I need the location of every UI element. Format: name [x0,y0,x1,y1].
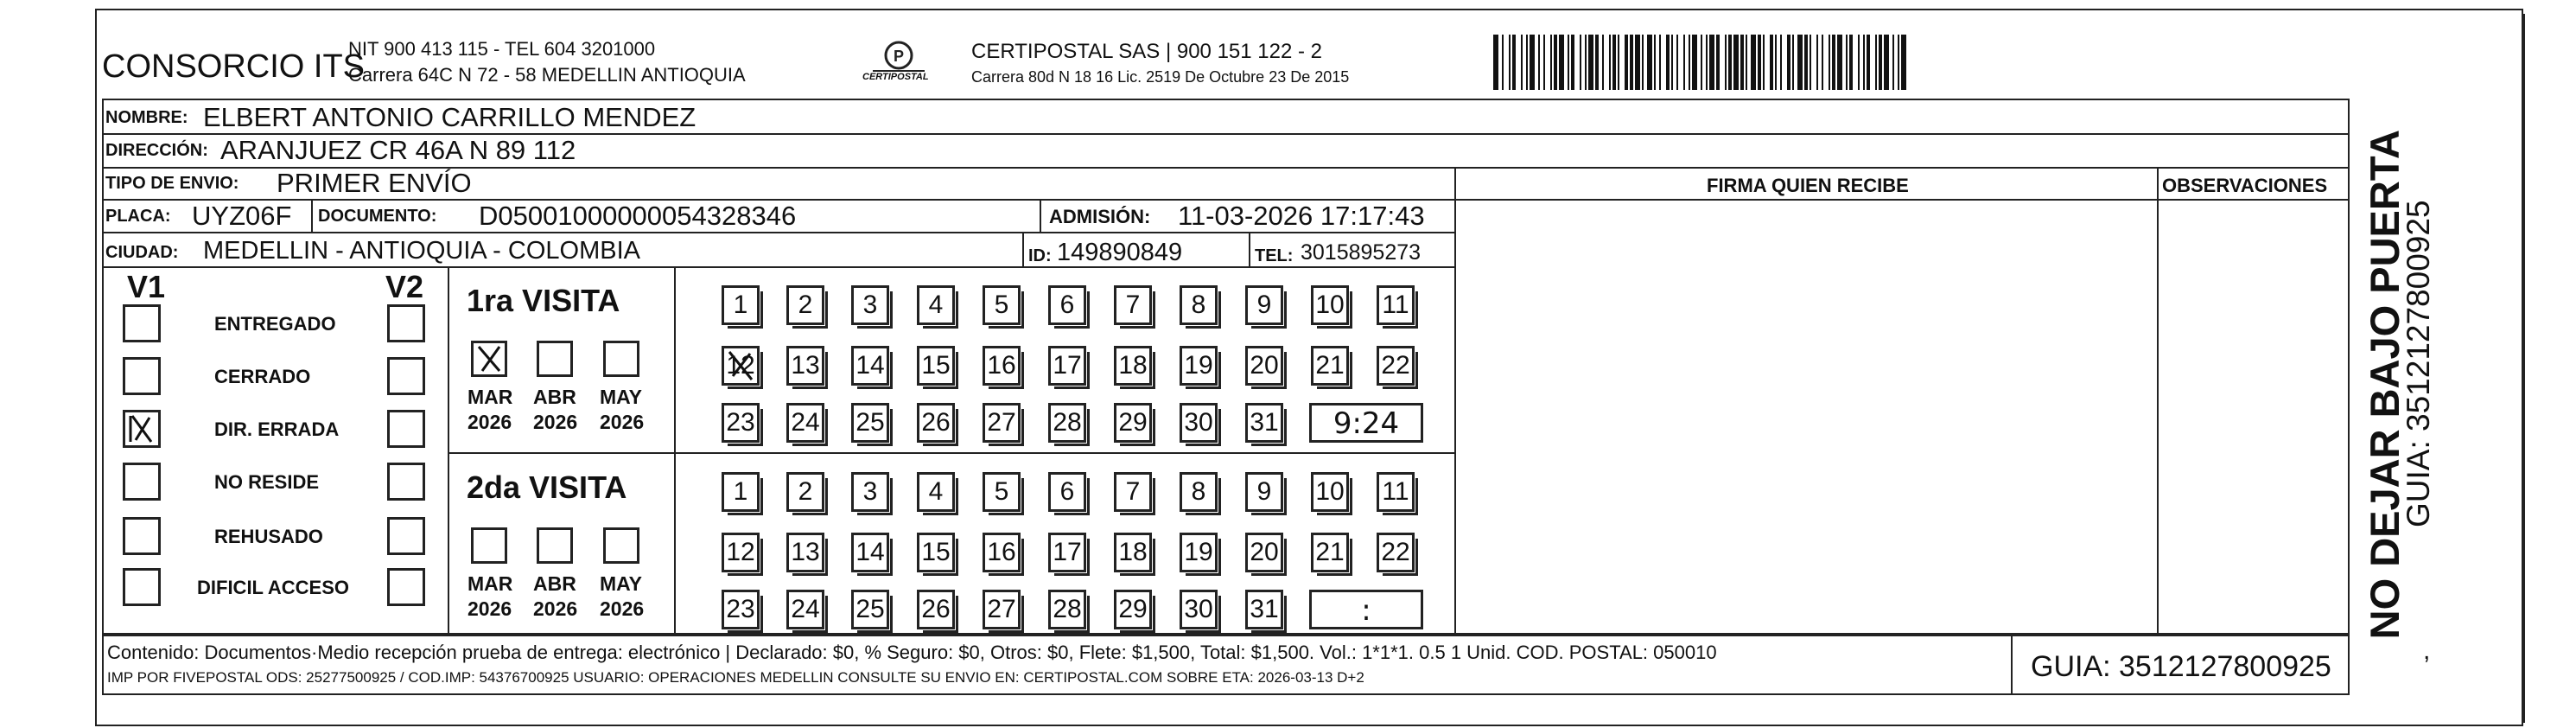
day-box[interactable]: 30 [1180,403,1218,443]
year-label: 2026 [467,597,512,620]
day-box[interactable]: 24 [786,590,824,629]
day-box[interactable]: 1 [722,472,760,512]
month-label: MAY [600,572,642,595]
month-checkbox[interactable] [537,527,573,564]
status-option-label: NO RESIDE [214,471,320,493]
nombre-label: NOMBRE: [105,108,188,127]
day-box[interactable]: 18 [1114,533,1152,572]
year-label: 2026 [600,411,645,433]
day-box[interactable]: 4 [917,285,955,325]
day-box[interactable]: 16 [983,533,1021,572]
day-box[interactable]: 4 [917,472,955,512]
v2-checkbox[interactable] [387,463,425,501]
time-box[interactable] [1309,403,1423,443]
svg-text:P: P [893,48,905,65]
v2-checkbox[interactable] [387,568,425,606]
day-box[interactable]: 19 [1180,533,1218,572]
day-box[interactable]: 16 [983,346,1021,386]
day-box[interactable]: 14 [851,346,889,386]
tipo-label: TIPO DE ENVIO: [105,174,239,193]
v1-checkbox[interactable] [123,304,161,342]
placa-value: UYZ06F [192,201,292,231]
check-mark-icon [474,343,505,374]
day-box[interactable]: 28 [1048,403,1086,443]
company-name: CONSORCIO ITS [102,48,366,85]
firma-header: FIRMA QUIEN RECIBE [1707,175,1909,196]
day-box[interactable]: 15 [917,346,955,386]
side-guia: GUIA: 3512127800925 [2401,200,2436,527]
day-box[interactable]: 22 [1377,533,1415,572]
day-box[interactable]: 29 [1114,403,1152,443]
day-box[interactable]: 6 [1048,285,1086,325]
documento-value: D05001000000054328346 [479,201,797,231]
status-option-label: CERRADO [214,366,311,387]
admision-value: 11-03-2026 17:17:43 [1178,201,1425,231]
logo-caption: CERTIPOSTAL [862,72,929,82]
day-box[interactable]: 26 [917,403,955,443]
day-box[interactable]: 13 [786,533,824,572]
direccion-label: DIRECCIÓN: [105,141,208,160]
day-box[interactable]: 24 [786,403,824,443]
v1-checkbox[interactable] [123,463,161,501]
month-checkbox[interactable] [471,341,507,377]
tipo-value: PRIMER ENVÍO [277,168,472,198]
nit-line: NIT 900 413 115 - TEL 604 3201000 [348,38,656,60]
nombre-value: ELBERT ANTONIO CARRILLO MENDEZ [203,102,696,132]
v1-checkbox[interactable] [123,410,161,448]
status-option-label: ENTREGADO [214,313,336,335]
day-box[interactable]: 17 [1048,533,1086,572]
day-box[interactable]: 30 [1180,590,1218,629]
day-box[interactable]: 27 [983,403,1021,443]
day-box[interactable]: 8 [1180,472,1218,512]
day-box[interactable]: 31 [1245,590,1283,629]
time-box[interactable] [1309,590,1423,629]
month-label: MAR [467,386,513,408]
id-label: ID: [1028,246,1052,265]
v2-checkbox[interactable] [387,517,425,555]
no-dejar-bajo-puerta: NO DEJAR BAJO PUERTA [2362,130,2407,640]
month-checkbox[interactable] [603,527,639,564]
day-box[interactable]: 27 [983,590,1021,629]
id-value: 149890849 [1057,239,1183,266]
day-box[interactable]: 31 [1245,403,1283,443]
visit-time: : [1361,593,1371,628]
ciudad-label: CIUDAD: [105,243,179,262]
day-box[interactable]: 29 [1114,590,1152,629]
day-box[interactable]: 22 [1377,346,1415,386]
year-label: 2026 [533,411,578,433]
day-box[interactable]: 10 [1311,472,1349,512]
observaciones-header: OBSERVACIONES [2162,175,2328,196]
day-box[interactable]: 3 [851,472,889,512]
month-label: MAR [467,572,513,595]
v1-checkbox[interactable] [123,357,161,395]
day-box[interactable]: 1 [722,285,760,325]
documento-label: DOCUMENTO: [318,207,437,226]
day-box[interactable]: 14 [851,533,889,572]
day-box[interactable]: 5 [983,472,1021,512]
v2-checkbox[interactable] [387,357,425,395]
day-box[interactable]: 20 [1245,533,1283,572]
footer-contenido: Contenido: Documentos·Medio recepción prueba de entrega: electrónico | Declarado: $0, % Seguro: $0, Otros: $0, Flete: $1,500, Total: $1,500. Vol.: 1*1*1. 0.5 1 Unid. COD. POSTAL: 050010 [107,642,1717,663]
day-box[interactable]: 21 [1311,346,1349,386]
day-box[interactable]: 10 [1311,285,1349,325]
status-option-label: REHUSADO [214,526,323,547]
month-checkbox[interactable] [471,527,507,564]
day-box[interactable]: 28 [1048,590,1086,629]
month-label: MAY [600,386,642,408]
certipostal-address: Carrera 80d N 18 16 Lic. 2519 De Octubre 23 De 2015 [971,68,1350,86]
day-box[interactable]: 3 [851,285,889,325]
check-mark-icon [125,412,158,445]
day-box[interactable]: 25 [851,403,889,443]
day-box[interactable]: 25 [851,590,889,629]
visit-title: 1ra VISITA [467,283,620,318]
day-box[interactable]: 2 [786,285,824,325]
v1-checkbox[interactable] [123,568,161,606]
day-box[interactable]: 26 [917,590,955,629]
status-option-label: DIR. ERRADA [214,418,340,440]
day-box[interactable]: 20 [1245,346,1283,386]
v2-checkbox[interactable] [387,304,425,342]
day-box[interactable]: 7 [1114,472,1152,512]
day-box[interactable]: 12 [722,346,760,386]
day-box[interactable]: 9 [1245,472,1283,512]
direccion-value: ARANJUEZ CR 46A N 89 112 [220,135,576,165]
day-box[interactable]: 2 [786,472,824,512]
certipostal-logo [855,36,942,88]
day-box[interactable]: 8 [1180,285,1218,325]
day-box[interactable]: 9 [1245,285,1283,325]
month-label: ABR [533,572,576,595]
year-label: 2026 [600,597,645,620]
certipostal-line: CERTIPOSTAL SAS | 900 151 122 - 2 [971,40,1322,63]
v1-header: V1 [127,269,166,304]
footer-guia: GUIA: 3512127800925 [2031,650,2331,683]
barcode [1493,35,2176,90]
day-box[interactable]: 21 [1311,533,1349,572]
year-label: 2026 [467,411,512,433]
visit-title: 2da VISITA [467,469,627,505]
corner-mark: , [2423,636,2431,665]
day-box[interactable]: 7 [1114,285,1152,325]
status-option-label: DIFICIL ACCESO [197,577,350,598]
ciudad-value: MEDELLIN - ANTIOQUIA - COLOMBIA [203,237,640,265]
day-box[interactable]: 11 [1377,285,1415,325]
day-box[interactable]: 12 [722,533,760,572]
v1-checkbox[interactable] [123,517,161,555]
admision-label: ADMISIÓN: [1049,206,1151,227]
month-checkbox[interactable] [537,341,573,377]
day-box[interactable]: 15 [917,533,955,572]
placa-label: PLACA: [105,207,171,226]
company-address: Carrera 64C N 72 - 58 MEDELLIN ANTIOQUIA [348,64,746,86]
day-box[interactable]: 18 [1114,346,1152,386]
day-box[interactable]: 19 [1180,346,1218,386]
day-box[interactable]: 13 [786,346,824,386]
day-box[interactable]: 17 [1048,346,1086,386]
day-box[interactable]: 11 [1377,472,1415,512]
v2-checkbox[interactable] [387,410,425,448]
day-box[interactable]: 5 [983,285,1021,325]
v2-header: V2 [385,269,424,304]
year-label: 2026 [533,597,578,620]
visit-time: 9:24 [1333,406,1400,441]
tel-value: 3015895273 [1301,240,1422,265]
month-checkbox[interactable] [603,341,639,377]
day-box[interactable]: 23 [722,590,760,629]
month-label: ABR [533,386,576,408]
day-box[interactable]: 6 [1048,472,1086,512]
day-box[interactable]: 23 [722,403,760,443]
barcode-bar [1906,35,1910,90]
footer-imp: IMP POR FIVEPOSTAL ODS: 25277500925 / COD.IMP: 54376700925 USUARIO: OPERACIONES MEDELLIN CONSULTE SU ENVIO EN: CERTIPOSTAL.COM SOBRE ETA: 2026-03-13 D+2 [107,669,1364,686]
tel-label: TEL: [1255,246,1294,265]
